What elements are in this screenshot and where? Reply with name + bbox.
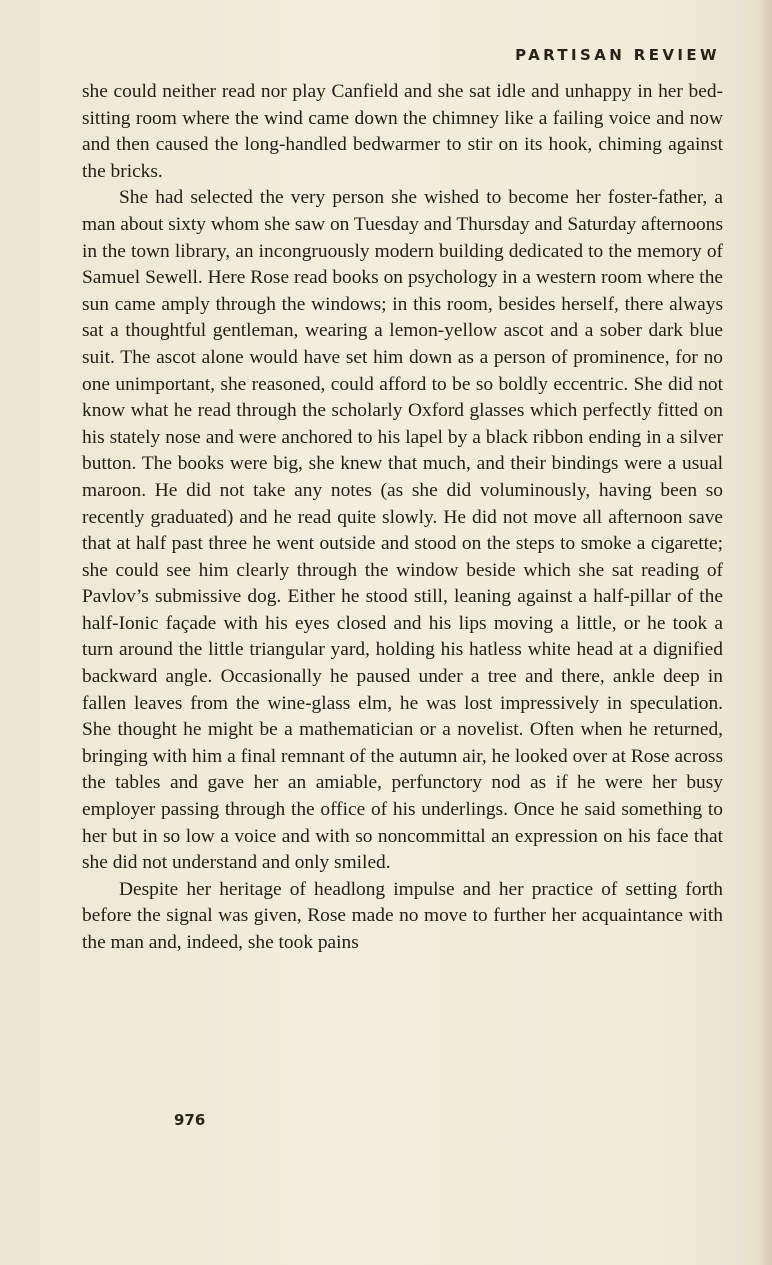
paragraph: She had selected the very person she wished to become her foster-father, a man about sixty whom she saw on Tuesday and Thursday and Saturday afternoons in the town library, an incongruously modern building dedicated to the memory of Samuel Sewell. Here Rose read books on psychology in a western room where the sun came amply through the windows; in this room, besides herself, there always sat a thoughtful gentleman, wearing a lemon-yellow ascot and a sober dark blue suit. The ascot alone would have set him down as a person of prominence, for no one unimportant, she reasoned, could afford to be so boldly eccentric. She did not know what he read through the scholarly Oxford glasses which perfectly fitted on his stately nose and were anchored to his lapel by a black ribbon ending in a silver button. The books were big, she knew that much, and their bindings were a usual maroon. He did not take any notes (as she did voluminously, having been so recently graduated) and he read quite slowly. He did not move all afternoon save that at half past three he went outside and stood on the steps to smoke a cigarette; she could see him clearly through the window beside which she sat reading of Pavlov’s submissive dog. Either he stood still, leaning against a half-pillar of the half-Ionic façade with his eyes closed and his lips moving a little, or he took a turn around the little triangular yard, holding his hatless white head at a dignified backward angle. Occasionally he paused under a tree and there, ankle deep in fallen leaves from the wine-glass elm, he was lost impressively in speculation. She thought he might be a mathematician or a novelist. Often when he returned, bringing with him a final remnant of the autumn air, he looked over at Rose across the tables and gave her an amiable, perfunctory nod as if he were her busy employer passing through the office of his underlings. Once he said something to her but in so low a voice and with so noncommittal an expression on his face that she did not understand and only smiled. — [82, 187, 723, 874]
body-text — [82, 79, 723, 957]
paragraph: Despite her heritage of headlong impulse and her practice of setting forth before the signal was given, Rose made no move to further her acquaintance with the man and, indeed, she took pains — [82, 878, 723, 953]
page-number: 976 — [174, 1111, 206, 1129]
running-head: PARTISAN REVIEW — [515, 46, 720, 64]
paragraph-continued: she could neither read nor play Canfield and she sat idle and unhappy in her bed-sitting room where the wind came down the chimney like a failing voice and now and then caused the long-handled bedwarmer to stir on its hook, chiming against the bricks. — [82, 81, 723, 182]
page-edge-shadow — [758, 0, 772, 1265]
